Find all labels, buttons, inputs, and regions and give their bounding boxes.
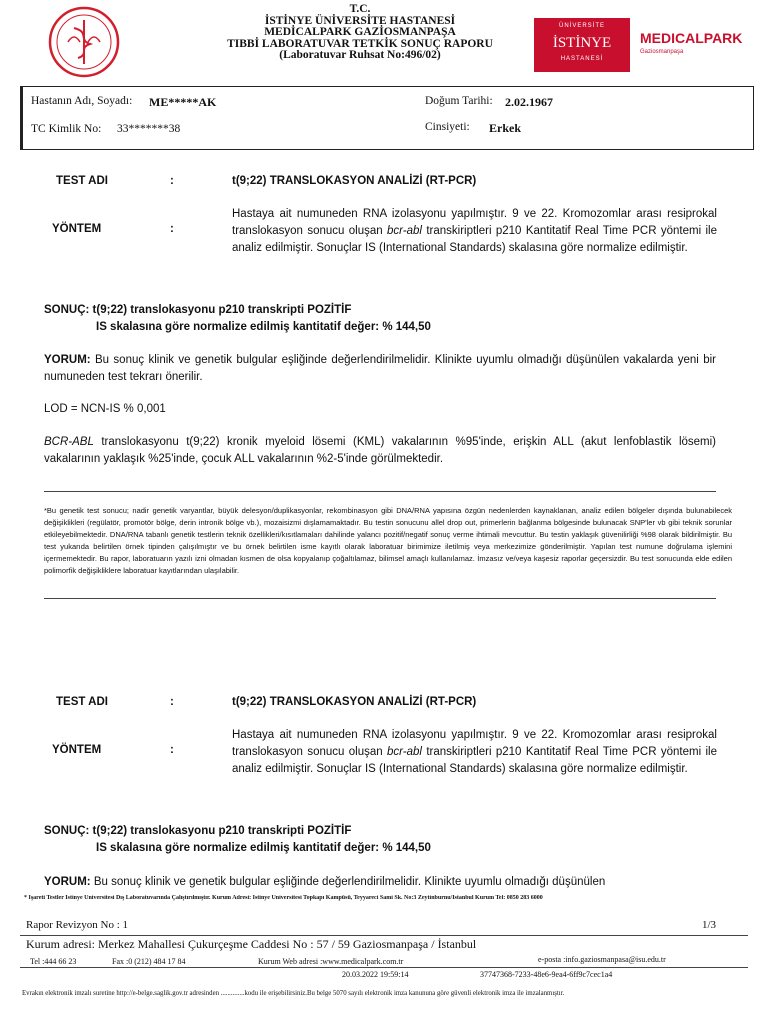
email: e-posta :info.gaziosmanpasa@isu.edu.tr	[538, 955, 666, 964]
result-line-2: IS skalasına göre normalize edilmiş kantitatif değer: % 144,50	[96, 842, 431, 854]
istinye-logo-main: İSTİNYE	[552, 35, 612, 51]
istinye-logo-bottom: HASTANESİ	[560, 56, 604, 62]
medicalpark-logo-main: MEDICALPARK	[640, 30, 743, 46]
test-name-value: t(9;22) TRANSLOKASYON ANALİZİ (RT-PCR)	[232, 175, 477, 187]
header-line: (Laboratuvar Ruhsat No:496/02)	[279, 49, 441, 61]
gender-value: Erkek	[489, 121, 522, 135]
patient-name-value: ME*****AK	[149, 95, 217, 109]
gender-label: Cinsiyeti:	[425, 121, 470, 133]
istinye-logo	[534, 18, 630, 72]
patient-name-label: Hastanın Adı, Soyadı:	[31, 95, 133, 107]
divider	[44, 598, 716, 599]
header-line: MEDİCALPARK GAZİOSMANPAŞA	[264, 26, 456, 38]
header-line: T.C.	[349, 3, 371, 15]
result-line-1: SONUÇ: t(9;22) translokasyonu p210 transkripti POZİTİF	[44, 825, 352, 837]
report-datetime: 20.03.2022 19:59:14	[342, 970, 409, 979]
test-name-value: t(9;22) TRANSLOKASYON ANALİZİ (RT-PCR)	[232, 696, 477, 708]
divider	[44, 491, 716, 492]
comment-text: YORUM: Bu sonuç klinik ve genetik bulgular eşliğinde değerlendirilmelidir. Klinikte uyumlu olmadığı düşünülen	[44, 876, 606, 888]
result-line-1: SONUÇ: t(9;22) translokasyonu p210 transkripti POZİTİF	[44, 304, 352, 316]
dob-label: Doğum Tarihi:	[425, 95, 493, 107]
medicalpark-logo	[636, 18, 746, 72]
document-code: 37747368-7233-48e6-9ea4-6ff9c7cec1a4	[480, 970, 613, 979]
page-number: 1/3	[702, 919, 717, 931]
colon: :	[170, 696, 174, 708]
test-name-label: TEST ADI	[56, 696, 108, 708]
header-line: TIBBİ LABORATUVAR TETKİK SONUÇ RAPORU	[227, 37, 493, 50]
ministry-of-health-logo	[38, 4, 130, 80]
dob-value: 2.02.1967	[505, 95, 553, 109]
info-text: BCR-ABL translokasyonu t(9;22) kronik myeloid lösemi (KML) vakalarının %95'inde, erişkin ALL (akut lenfoblastik lösemi) vakalarının yaklaşık %25'inde, çocuk ALL vakalarının %2-5'inde görülmektedir.	[44, 436, 716, 465]
colon: :	[170, 744, 174, 756]
lod-text: LOD = NCN-IS % 0,001	[44, 403, 166, 415]
header-line: İSTİNYE ÜNİVERSİTE HASTANESİ	[264, 14, 456, 27]
medicalpark-logo-sub: Gaziosmanpaşa	[640, 49, 684, 55]
tc-value: 33*******38	[117, 123, 181, 135]
method-text: Hastaya ait numuneden RNA izolasyonu yapılmıştır. 9 ve 22. Kromozomlar arası resiprokal translokasyon sonucu oluşan bcr-abl transkiriptleri p210 Kantitatif Real Time PCR yöntemi ile analiz edilmiştir. Sonuçlar IS (International Standards) skalasına göre normalize edilmiştir.	[232, 208, 717, 254]
istinye-logo-top: ÜNİVERSİTE	[558, 23, 605, 29]
result-line-2: IS skalasına göre normalize edilmiş kantitatif değer: % 144,50	[96, 321, 431, 333]
institution-address: Kurum adresi: Merkez Mahallesi Çukurçeşme Caddesi No : 57 / 59 Gaziosmanpaşa / İstanbul	[26, 937, 477, 951]
test-name-label: TEST ADI	[56, 175, 108, 187]
web-address: Kurum Web adresi :www.medicalpark.com.tr	[258, 957, 404, 966]
fax: Fax :0 (212) 484 17 84	[112, 957, 186, 966]
colon: :	[170, 175, 174, 187]
colon: :	[170, 223, 174, 235]
footer-divider	[20, 935, 748, 936]
e-signature-note: Evrakın elektronik imzalı suretine http://e-belge.saglik.gov.tr adresinden ..............kodu ile erişebilirsiniz.Bu belge 5070 sayılı elektronik imza kanununa göre güvenli elektronik imza ile imzalanmıştır.	[22, 990, 565, 997]
tc-label: TC Kimlik No:	[31, 123, 102, 135]
method-label: YÖNTEM	[52, 223, 102, 235]
footer-divider	[20, 967, 748, 968]
method-label: YÖNTEM	[52, 744, 102, 756]
patient-info-box	[20, 86, 754, 150]
method-text: Hastaya ait numuneden RNA izolasyonu yapılmıştır. 9 ve 22. Kromozomlar arası resiprokal translokasyon sonucu oluşan bcr-abl transkiriptleri p210 Kantitatif Real Time PCR yöntemi ile analiz edilmiştir. Sonuçlar IS (International Standards) skalasına göre normalize edilmiştir.	[232, 729, 717, 775]
comment-text: YORUM: Bu sonuç klinik ve genetik bulgular eşliğinde değerlendirilmelidir. Klinikte uyumlu olmadığı düşünülen vakalarda yeni bir numuneden test tekrarı önerilir.	[44, 354, 716, 383]
phone: Tel :444 66 23	[30, 957, 77, 966]
report-header-title	[180, 4, 540, 62]
authorization-note: * İşareti Testler İstinye Üniversitesi Dış Laboratuvarında Çalıştırılmıştır. Kurum Adresi: İstinye Üniversitesi Topkapı Kampüsü, Teyyareci Sami Sk. No:3 Zeytinburnu/İstanbul Kurum Tel: 0850 283 6000	[24, 895, 543, 901]
disclaimer-text: *Bu genetik test sonucu; nadir genetik varyantlar, büyük delesyon/duplikasyonlar, rekombinasyon gibi DNA/RNA yapısına özgün nedenlerden kaynaklanan, analiz edilen bölgeler dışında bulunabilecek değişiklikleri (regülatör, promotör bölge, derin intronik bölge vb.), mozaisizmi dışlamamaktadır. Bu testin sonucunu allel drop out, primerlerin bağlanma bölgesinde bulunacak SNP'ler vb gibi teknik sorunlar etkileyebilmektedir. DNA/RNA tabanlı genetik testlerin teknik özellikleri/kısıtlamaları dahilinde yalancı pozitif/negatif sonuç verme ihtimali mevcuttur. Bu testin yaklaşık güvenilirliği %98 olarak bildirilmiştir. Bu test yukarıda belirtilen örnek tipinden çalışılmıştır ve bu örnek belirtilen isme kayıtlı olarak laboratuar birimimize iletilmiş veya merkezimize gönderilmiştir. Yapılan test numune doğrulama işlemini içermemektedir. Bu rapor, laboratuarın yazılı izni olmadan kısmen de olsa kopyalanıp çoğaltılamaz, bilimsel amaçlı kullanılamaz. İmzasız ve/veya kaşesiz raporlar geçersizdir. Bu test sonucunda elde edilen polimorfik değişikliklere laboratuar kayıtlarından ulaşılabilir.	[44, 506, 732, 575]
report-revision: Rapor Revizyon No : 1	[26, 919, 129, 931]
